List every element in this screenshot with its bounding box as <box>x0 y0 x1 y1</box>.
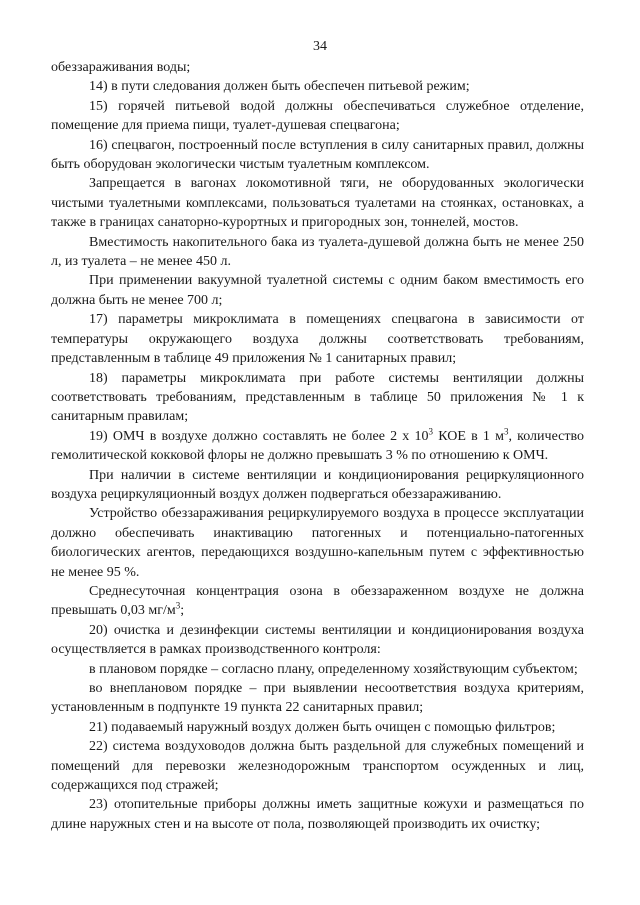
paragraph: 15) горячей питьевой водой должны обеспечиваться служебное отделение, помещение для приема пищи, туалет-душевая спецвагона; <box>51 98 584 134</box>
paragraph: 20) очистка и дезинфекции системы вентиляции и кондиционирования воздуха осуществляется в рамках производственного контроля: <box>51 622 584 658</box>
paragraph: Устройство обеззараживания рециркулируемого воздуха в процессе эксплуатации должно обеспечивать инактивацию патогенных и потенциально-патогенных биологических агентов, передающихся воздушно-капельным путем с эффективностью не менее 95 %. <box>51 506 584 580</box>
paragraph: 17) параметры микроклимата в помещениях спецвагона в зависимости от температуры окружающего воздуха должны соответствовать требованиям, представленным в таблице 49 приложения № 1 санитарных правил; <box>51 312 584 367</box>
paragraph: 16) спецвагон, построенный после вступления в силу санитарных правил, должны быть оборудован экологически чистым туалетным комплексом. <box>51 137 584 173</box>
paragraph-text: КОЕ в 1 м <box>433 428 504 444</box>
paragraph-text: , количество гемолитической кокковой флоры не должно превышать 3 % по отношению к ОМЧ. <box>51 428 584 464</box>
superscript: 3 <box>428 426 434 437</box>
paragraph: во внеплановом порядке – при выявлении несоответствия воздуха критериям, установленным в подпункте 19 пункта 22 санитарных правил; <box>51 681 584 716</box>
paragraph: в плановом порядке – согласно плану, определенному хозяйствующим субъектом; <box>89 661 578 677</box>
paragraph: При применении вакуумной туалетной системы с одним баком вместимость его должна быть не менее 700 л; <box>51 273 584 308</box>
paragraph <box>51 582 584 621</box>
paragraph: 14) в пути следования должен быть обеспечен питьевой режим; <box>89 79 470 95</box>
paragraph: При наличии в системе вентиляции и кондиционирования рециркуляционного воздуха рециркуляционный воздух должен подвергаться обеззараживанию. <box>51 467 584 502</box>
paragraph: 21) подаваемый наружный воздух должен быть очищен с помощью фильтров; <box>89 719 556 735</box>
paragraph-text: Среднесуточная концентрация озона в обеззараженном воздухе не должна превышать 0,03 мг/м <box>51 583 584 619</box>
paragraph: обеззараживания воды; <box>51 60 191 75</box>
paragraph: Запрещается в вагонах локомотивной тяги, не оборудованных экологически чистыми туалетными комплексами, пользоваться туалетами на стоянках, остановках, а также в границах санаторно-курортных и пригородных зон, тоннелей, мостов. <box>51 176 584 231</box>
document-body <box>51 58 584 834</box>
paragraph: 23) отопительные приборы должны иметь защитные кожухи и размещаться по длине наружных стен и на высоте от пола, позволяющей производить их очистку; <box>51 797 584 832</box>
paragraph <box>51 427 584 466</box>
paragraph: 18) параметры микроклимата при работе системы вентиляции должны соответствовать требованиям, представленным в таблице 50 приложения № 1 к санитарным правилам; <box>51 370 584 425</box>
paragraph-text: 19) ОМЧ в воздухе должно составлять не более 2 х 10 <box>89 428 429 444</box>
superscript: 3 <box>175 600 181 611</box>
paragraph-text: ; <box>180 603 185 619</box>
paragraph: Вместимость накопительного бака из туалета-душевой должна быть не менее 250 л, из туалета – не менее 450 л. <box>51 234 584 270</box>
paragraph: 22) система воздуховодов должна быть раздельной для служебных помещений и помещений для перевозки железнодорожным транспортом осужденных и лиц, содержащихся под стражей; <box>51 739 584 794</box>
page-number: 34 <box>313 39 327 54</box>
superscript: 3 <box>503 426 509 437</box>
